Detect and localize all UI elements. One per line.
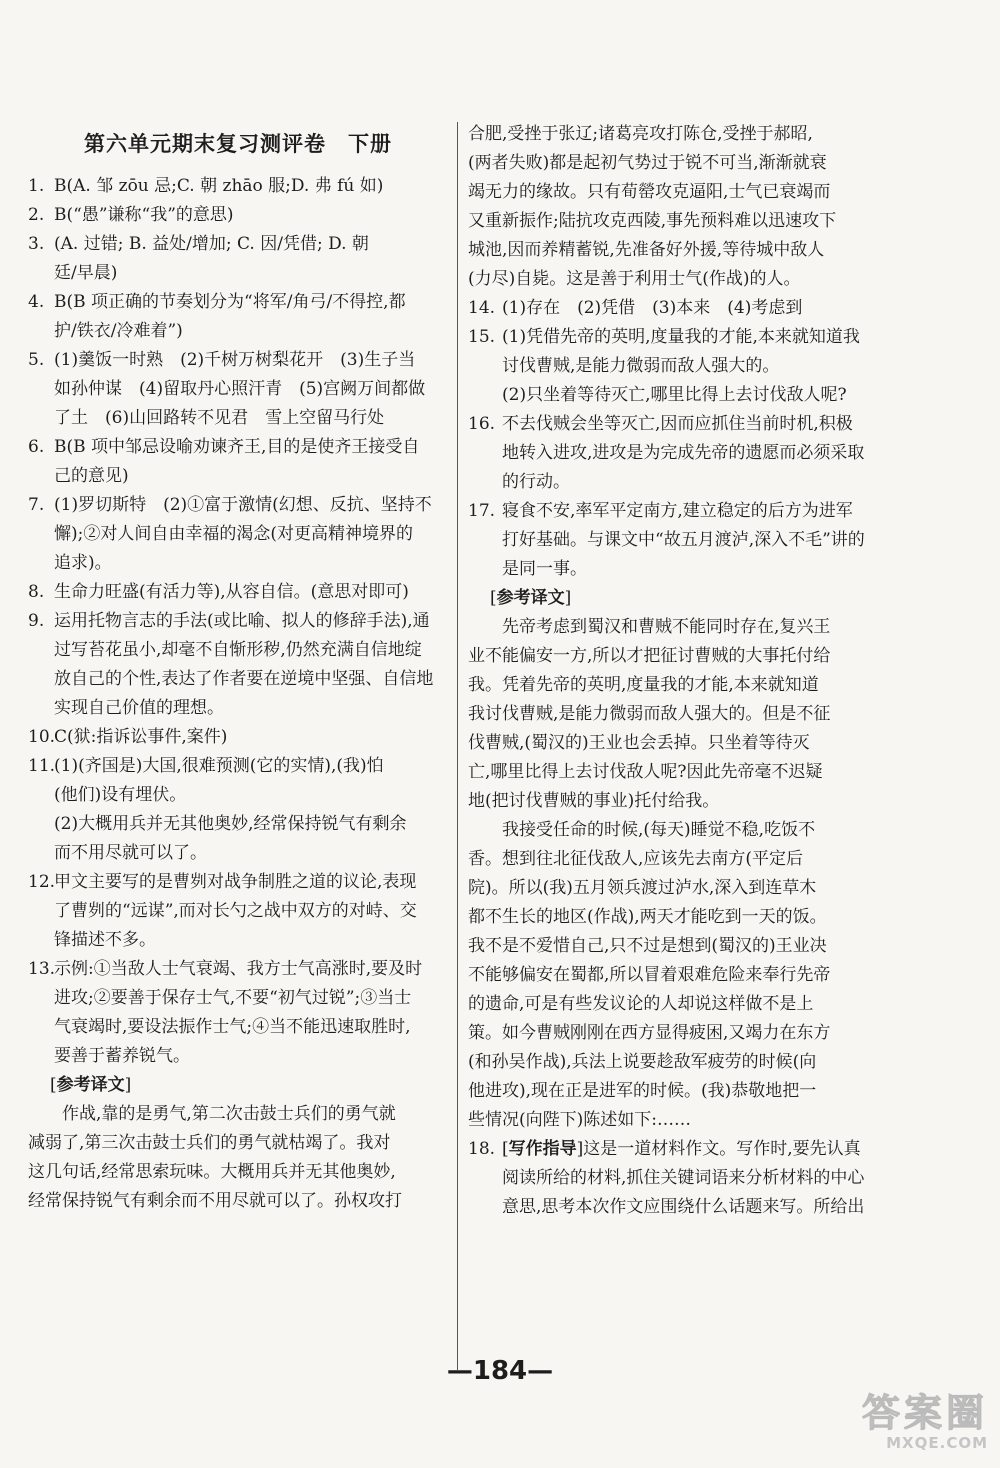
site-watermark bbox=[778, 1392, 988, 1462]
right-reference-translation-heading bbox=[468, 584, 900, 613]
right-column bbox=[468, 120, 900, 1222]
answer-text: (1)罗切斯特 (2)①富于激情(幻想、反抗、坚持不 懈);②对人间自由幸福的渴念(对更高精神境界的 追求)。 bbox=[54, 495, 432, 573]
answer-number: 4. bbox=[28, 292, 45, 312]
continued-translation: 合肥,受挫于张辽;诸葛亮攻打陈仓,受挫于郝昭, (两者失败)都是起初气势过于锐不可当,渐渐就衰 竭无力的缘故。只有荀罃攻克逼阳,士气已衰竭而 又重新振作;陆抗攻克西陵,事先预料难以迅速攻下 城池,因而养精蓄锐,先准备好外援,等待城中敌人 (力尽)自毙。这是善于利用士气(作战)的人。 bbox=[468, 124, 837, 289]
answer-text: B(B 项正确的节奏划分为“将军/角弓/不得控,都 护/铁衣/冷难着”) bbox=[54, 292, 406, 341]
answer-text: C(狱:指诉讼事件,案件) bbox=[54, 727, 228, 747]
answer-text: 不去伐贼会坐等灭亡,因而应抓住当前时机,积极 地转入进攻,进攻是为完成先帝的遗愿而必须采取 的行动。 bbox=[502, 414, 865, 492]
answer-text: B(A. 邹 zōu 忌;C. 朝 zhāo 服;D. 弗 fú 如) bbox=[54, 176, 384, 196]
answer-text: (1)存在 (2)凭借 (3)本来 (4)考虑到 bbox=[502, 298, 803, 318]
reference-translation-label: [ 参考译文 ] bbox=[50, 1071, 131, 1100]
page-number: —184— bbox=[446, 1356, 554, 1386]
answer-item bbox=[28, 955, 448, 1071]
answer-number: 5. bbox=[28, 350, 45, 370]
answer-text: (A. 过错; B. 益处/增加; C. 因/凭借; D. 朝 廷/早晨) bbox=[54, 234, 369, 283]
page-title: 第六单元期末复习测评卷 下册 bbox=[84, 131, 392, 156]
answer-number: 16. bbox=[468, 414, 496, 434]
answer-item bbox=[28, 578, 448, 607]
writing-guide-label: [ 写作指导 ] bbox=[502, 1135, 583, 1164]
answer-text: 生命力旺盛(有活力等),从容自信。(意思对即可) bbox=[54, 582, 409, 602]
answer-text: 寝食不安,率军平定南方,建立稳定的后方为进军 打好基础。与课文中“故五月渡泸,深入不毛”讲的 是同一事。 bbox=[502, 501, 865, 579]
answer-text: B(“愚”谦称“我”的意思) bbox=[54, 205, 234, 225]
reference-translation-label: [ 参考译文 ] bbox=[490, 584, 571, 613]
answer-item bbox=[28, 346, 448, 433]
answer-number: 1. bbox=[28, 176, 45, 196]
answer-item bbox=[28, 491, 448, 578]
answer-item bbox=[468, 410, 900, 497]
watermark-url: MXQE.COM bbox=[886, 1434, 988, 1452]
answer-item bbox=[28, 723, 448, 752]
answer-number: 11. bbox=[28, 756, 56, 776]
answer-item bbox=[28, 201, 448, 230]
left-answer-list bbox=[28, 172, 448, 1071]
answer-text: 运用托物言志的手法(或比喻、拟人的修辞手法),通 过写苔花虽小,却毫不自惭形秽,仍然充满自信地绽 放自己的个性,表达了作者要在逆境中坚强、自信地 实现自己价值的理想。 bbox=[54, 611, 434, 718]
right-answer-list bbox=[468, 294, 900, 584]
answer-number: 9. bbox=[28, 611, 45, 631]
answer-text: (1)(齐国是)大国,很难预测(它的实情),(我)怕 (他们)设有埋伏。 (2)大概用兵并无其他奥妙,经常保持锐气有剩余 而不用尽就可以了。 bbox=[54, 756, 407, 863]
answer-item bbox=[28, 172, 448, 201]
column-divider bbox=[457, 122, 458, 1370]
answer-number: 17. bbox=[468, 501, 496, 521]
answer-item bbox=[468, 323, 900, 410]
answer-item bbox=[28, 607, 448, 723]
answer-number: 3. bbox=[28, 234, 45, 254]
answer-number: 15. bbox=[468, 327, 496, 347]
answer-number: 6. bbox=[28, 437, 45, 457]
answer-item bbox=[468, 294, 900, 323]
answer-number: 18. bbox=[468, 1139, 496, 1159]
right-reference-paragraph-1: 先帝考虑到蜀汉和曹贼不能同时存在,复兴王 业不能偏安一方,所以才把征讨曹贼的大事托付给 我。凭着先帝的英明,度量我的才能,本来就知道 我讨伐曹贼,是能力微弱而敌人强大的。但是不征 伐曹贼,(蜀汉的)王业也会丢掉。只坐着等待灭 亡,哪里比得上去讨伐敌人呢?因此先帝毫不迟疑 地(把讨伐曹贼的事业)托付给我。 bbox=[468, 617, 831, 811]
left-column bbox=[28, 128, 448, 1216]
right-reference-paragraph-2: 我接受任命的时候,(每天)睡觉不稳,吃饭不 香。想到往北征伐敌人,应该先去南方(平定后 院)。所以(我)五月领兵渡过泸水,深入到连草木 都不生长的地区(作战),两天才能吃到一天的饭。 我不是不爱惜自己,只不过是想到(蜀汉的)王业决 不能够偏安在蜀都,所以冒着艰难危险来奉行先帝 的遗命,可是有些发议论的人却说这样做不是上 策。如今曹贼刚刚在西方显得疲困,又竭力在东方 (和孙吴作战),兵法上说要趁敌军疲劳的时候(向 他进攻),现在正是进军的时候。(我)恭敬地把一 些情况(向陛下)陈述如下:…… bbox=[468, 820, 831, 1130]
answer-number: 2. bbox=[28, 205, 45, 225]
answer-number: 14. bbox=[468, 298, 496, 318]
answer-text: (1)凭借先帝的英明,度量我的才能,本来就知道我 讨伐曹贼,是能力微弱而敌人强大的。 (2)只坐着等待灭亡,哪里比得上去讨伐敌人呢? bbox=[502, 327, 860, 405]
answer-number: 10. bbox=[28, 727, 56, 747]
answer-item bbox=[28, 868, 448, 955]
answer-item bbox=[28, 288, 448, 346]
answer-item bbox=[28, 230, 448, 288]
answer-text: B(B 项中邹忌设喻劝谏齐王,目的是使齐王接受自 己的意见) bbox=[54, 437, 420, 486]
watermark-logo-text: 答案圈 bbox=[861, 1391, 988, 1435]
answer-item bbox=[468, 497, 900, 584]
writing-guide-text: 这是一道材料作文。写作时,要先认真 阅读所给的材料,抓住关键词语来分析材料的中心 意思,思考本次作文应围绕什么话题来写。所给出 bbox=[502, 1139, 865, 1217]
answer-item-18 bbox=[468, 1135, 900, 1222]
left-reference-translation: 作战,靠的是勇气,第二次击鼓士兵们的勇气就 减弱了,第三次击鼓士兵们的勇气就枯竭了。我对 这几句话,经常思索玩味。大概用兵并无其他奥妙, 经常保持锐气有剩余而不用尽就可以了。孙权攻打 bbox=[28, 1104, 402, 1211]
answer-item bbox=[28, 433, 448, 491]
answer-text: 甲文主要写的是曹刿对战争制胜之道的议论,表现 了曹刿的“远谋”,而对长勺之战中双方的对峙、交 锋描述不多。 bbox=[54, 872, 417, 950]
answer-text bbox=[468, 1135, 900, 1222]
answer-text: 示例:①当敌人士气衰竭、我方士气高涨时,要及时 进攻;②要善于保存士气,不要“初气过锐”;③当士 气衰竭时,要设法振作士气;④当不能迅速取胜时, 要善于蓄养锐气。 bbox=[54, 959, 423, 1066]
answer-number: 13. bbox=[28, 959, 56, 979]
answer-number: 8. bbox=[28, 582, 45, 602]
answer-text: (1)羹饭一时熟 (2)千树万树梨花开 (3)生子当 如孙仲谋 (4)留取丹心照汗青 (5)宫阙万间都做 了土 (6)山回路转不见君 雪上空留马行处 bbox=[54, 350, 426, 428]
left-reference-translation-heading bbox=[28, 1071, 448, 1100]
answer-number: 7. bbox=[28, 495, 45, 515]
answer-number: 12. bbox=[28, 872, 56, 892]
answer-item bbox=[28, 752, 448, 868]
